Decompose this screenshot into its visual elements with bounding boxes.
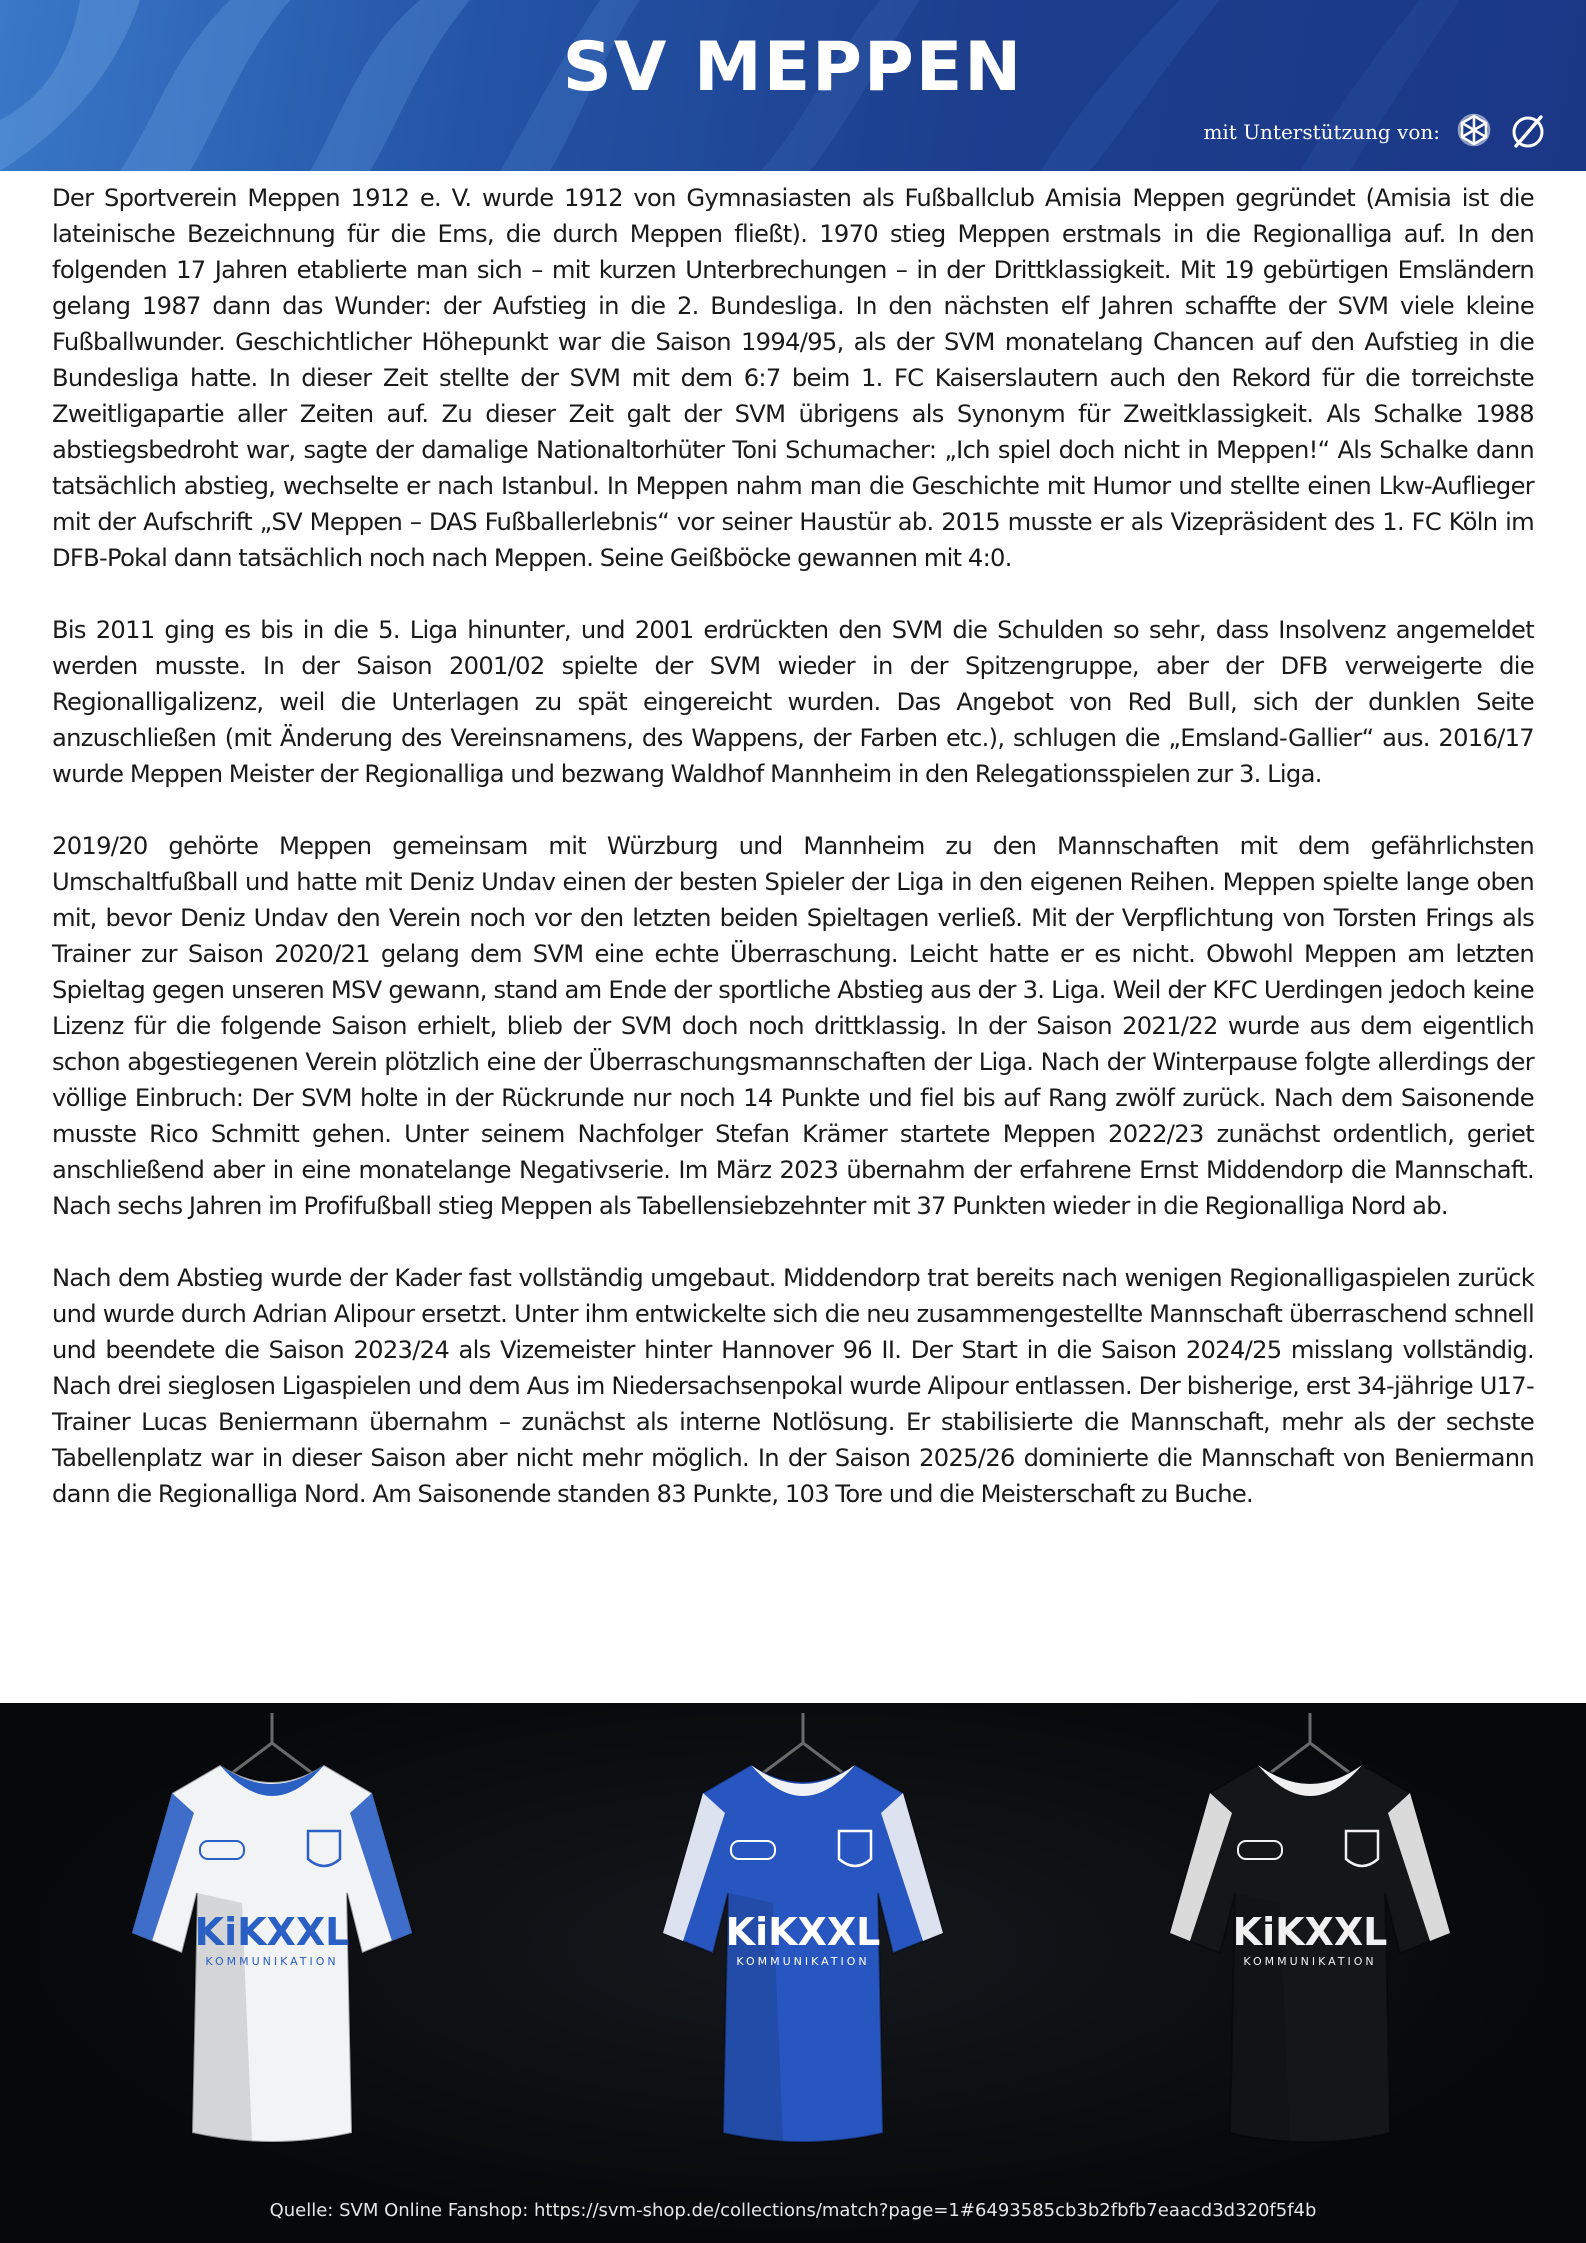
- hanger-icon: [763, 1713, 843, 1773]
- sponsor-wordmark: KiKXXL: [194, 1910, 350, 1954]
- sponsor-label: mit Unterstützung von:: [1203, 120, 1440, 144]
- image-source-caption: Quelle: SVM Online Fanshop: https://svm-shop.de/collections/match?page=1#6493585cb3b2fbfb7eaacd3d320f5f4b: [269, 2200, 1317, 2221]
- blue-jersey-image: [643, 1703, 963, 2193]
- sponsor-subtext: KOMMUNIKATION: [205, 1955, 339, 1968]
- hanger-icon: [1270, 1713, 1350, 1773]
- black-jersey-image: [1150, 1703, 1470, 2193]
- black-jersey-drawing: [1150, 1703, 1470, 2193]
- sponsor-subtext: KOMMUNIKATION: [736, 1955, 870, 1968]
- page-header: [0, 0, 1586, 171]
- sponsor-subtext: KOMMUNIKATION: [1243, 1955, 1377, 1968]
- article-paragraph: Bis 2011 ging es bis in die 5. Liga hinunter, und 2001 erdrückten den SVM die Schulden so sehr, dass Insolvenz angemeldet werden musste. In der Saison 2001/02 spielte der SVM wieder in der Spitzengruppe, aber der DFB verweigerte die Regionalligalizenz, weil die Unterlagen zu spät eingereicht wurden. Das Angebot von Red Bull, sich der dunklen Seite anzuschließen (mit Änderung des Vereinsnamens, des Wappens, der Farben etc.), schlugen die „Emsland-Gallier“ aus. 2016/17 wurde Meppen Meister der Regionalliga und bezwang Waldhof Mannheim in den Relegationsspielen zur 3. Liga.: [52, 616, 1534, 788]
- openai-logo-icon: [1452, 110, 1496, 154]
- article-paragraph: Nach dem Abstieg wurde der Kader fast vollständig umgebaut. Middendorp trat bereits nach wenigen Regionalligaspielen zurück und wurde durch Adrian Alipour ersetzt. Unter ihm entwickelte sich die neu zusammengestellte Mannschaft überraschend schnell und beendete die Saison 2023/24 als Vizemeister hinter Hannover 96 II. Der Start in die Saison 2024/25 misslang vollständig. Nach drei sieglosen Ligaspielen und dem Aus im Niedersachsenpokal wurde Alipour entlassen. Der bisherige, erst 34-jährige U17-Trainer Lucas Beniermann übernahm – zunächst als interne Notlösung. Er stabilisierte die Mannschaft, mehr als der sechste Tabellenplatz war in dieser Saison aber nicht mehr möglich. In der Saison 2025/26 dominierte die Mannschaft von Beniermann dann die Regionalliga Nord. Am Saisonende standen 83 Punkte, 103 Tore und die Meisterschaft zu Buche.: [52, 1264, 1534, 1508]
- sponsor-wordmark: KiKXXL: [1232, 1910, 1388, 1954]
- article-paragraph: 2019/20 gehörte Meppen gemeinsam mit Würzburg und Mannheim zu den Mannschaften mit dem gefährlichsten Umschaltfußball und hatte mit Deniz Undav einen der besten Spieler der Liga in den eigenen Reihen. Meppen spielte lange oben mit, bevor Deniz Undav den Verein noch vor den letzten beiden Spieltagen verließ. Mit der Verpflichtung von Torsten Frings als Trainer zur Saison 2020/21 gelang dem SVM eine echte Überraschung. Leicht hatte er es nicht. Obwohl Meppen am letzten Spieltag gegen unseren MSV gewann, stand am Ende der sportliche Abstieg aus der 3. Liga. Weil der KFC Uerdingen jedoch keine Lizenz für die folgende Saison erhielt, blieb der SVM doch noch drittklassig. In der Saison 2021/22 wurde aus dem eigentlich schon abgestiegenen Verein plötzlich eine der Überraschungsmannschaften der Liga. Nach der Winterpause folgte allerdings der völlige Einbruch: Der SVM holte in der Rückrunde nur noch 14 Punkte und fiel bis auf Rang zwölf zurück. Nach dem Saisonende musste Rico Schmitt gehen. Unter seinem Nachfolger Stefan Krämer startete Meppen 2022/23 zunächst ordentlich, geriet anschließend aber in eine monatelange Negativserie. Im März 2023 übernahm der erfahrene Ernst Middendorp die Mannschaft. Nach sechs Jahren im Profifußball stieg Meppen als Tabellensiebzehnter mit 37 Punkten wieder in die Regionalliga Nord ab.: [52, 832, 1534, 1220]
- article-body: [52, 180, 1534, 1512]
- no-entry-logo-icon: [1508, 112, 1548, 152]
- article-paragraph: Der Sportverein Meppen 1912 e. V. wurde 1912 von Gymnasiasten als Fußballclub Amisia Meppen gegründet (Amisia ist die lateinische Bezeichnung für die Ems, die durch Meppen fließt). 1970 stieg Meppen erstmals in die Regionalliga auf. In den folgenden 17 Jahren etablierte man sich – mit kurzen Unterbrechungen – in der Drittklassigkeit. Mit 19 gebürtigen Emsländern gelang 1987 dann das Wunder: der Aufstieg in die 2. Bundesliga. In den nächsten elf Jahren schaffte der SVM viele kleine Fußballwunder. Geschichtlicher Höhepunkt war die Saison 1994/95, als der SVM monatelang Chancen auf den Aufstieg in die Bundesliga hatte. In dieser Zeit stellte der SVM mit dem 6:7 beim 1. FC Kaiserslautern auch den Rekord für die torreichste Zweitligapartie aller Zeiten auf. Zu dieser Zeit galt der SVM übrigens als Synonym für Zweitklassigkeit. Als Schalke 1988 abstiegsbedroht war, sagte der damalige Nationaltorhüter Toni Schumacher: „Ich spiel doch nicht in Meppen!“ Als Schalke dann tatsächlich abstieg, wechselte er nach Istanbul. In Meppen nahm man die Geschichte mit Humor und stellte einen Lkw-Auflieger mit der Aufschrift „SV Meppen – DAS Fußballerlebnis“ vor seiner Haustür ab. 2015 musste er als Vizepräsident des 1. FC Köln im DFB-Pokal dann tatsächlich noch nach Meppen. Seine Geißböcke gewannen mit 4:0.: [52, 184, 1534, 572]
- sponsor-wordmark: KiKXXL: [725, 1910, 881, 1954]
- blue-jersey-drawing: [643, 1703, 963, 2193]
- white-jersey-drawing: [112, 1703, 432, 2193]
- page-title: SV MEPPEN: [562, 28, 1024, 107]
- hanger-icon: [232, 1713, 312, 1773]
- sponsor-credit: [1203, 110, 1548, 154]
- jersey-gallery: [0, 1703, 1586, 2243]
- white-jersey-image: [112, 1703, 432, 2193]
